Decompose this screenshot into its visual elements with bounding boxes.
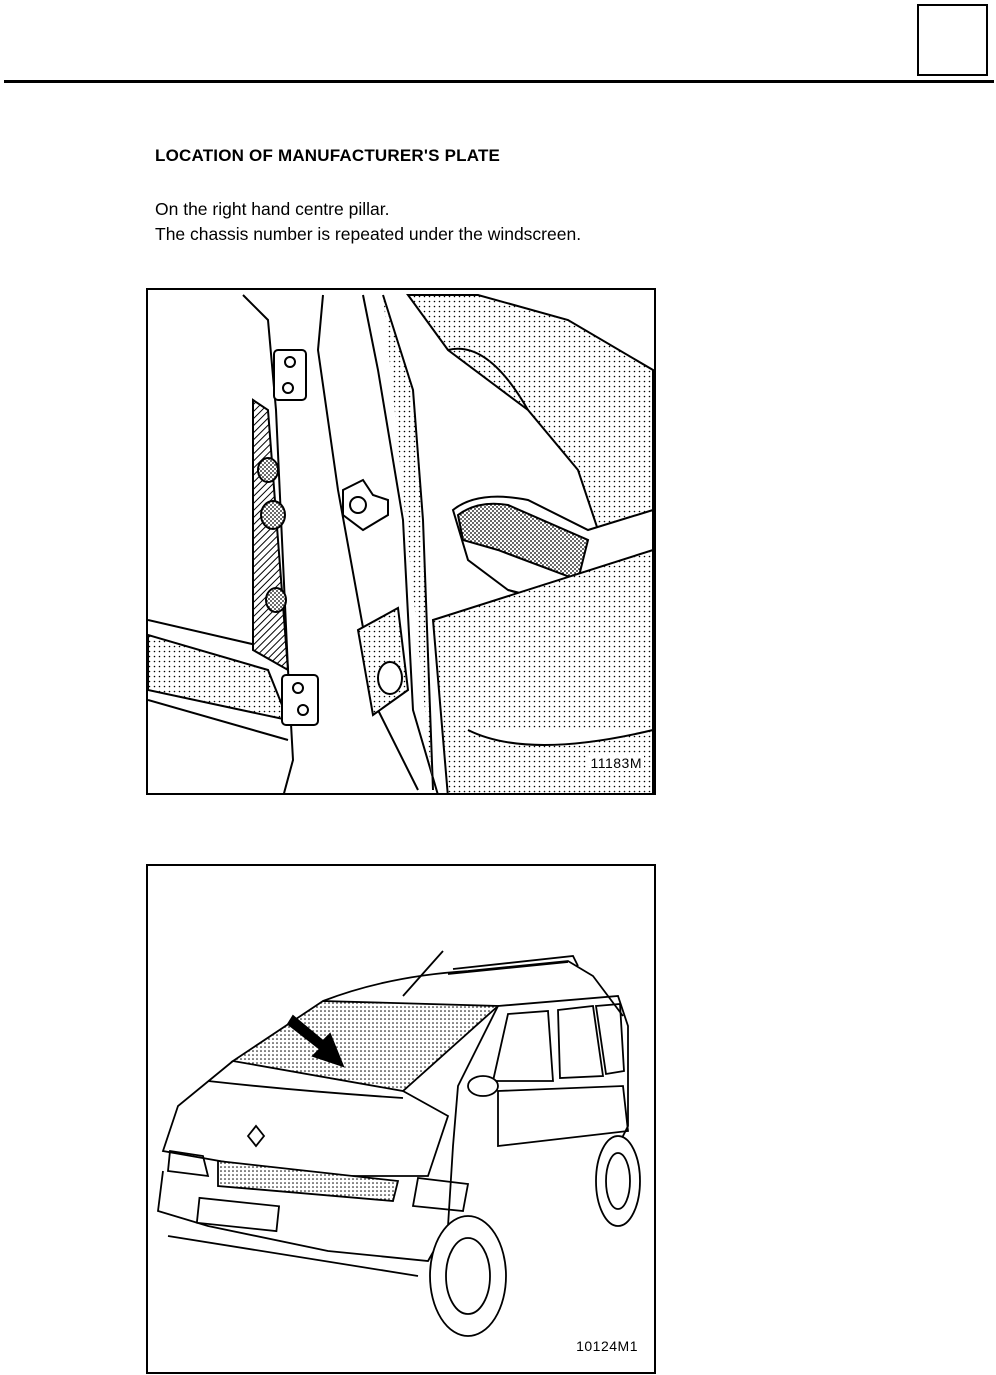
text-line-pillar: On the right hand centre pillar. [155,199,390,219]
header-rule [4,80,994,83]
figure-centre-pillar [146,288,656,795]
vehicle-illustration [148,866,656,1374]
text-line-chassis: The chassis number is repeated under the windscreen. [155,224,582,244]
pillar-illustration [148,290,656,795]
page-tab-box [917,4,988,76]
figure-reference-code: 11183M [590,755,642,771]
section-text [155,197,647,247]
figure-vehicle [146,864,656,1374]
figure-reference-code: 10124M1 [576,1338,638,1354]
section-title: LOCATION OF MANUFACTURER'S PLATE [155,146,501,165]
